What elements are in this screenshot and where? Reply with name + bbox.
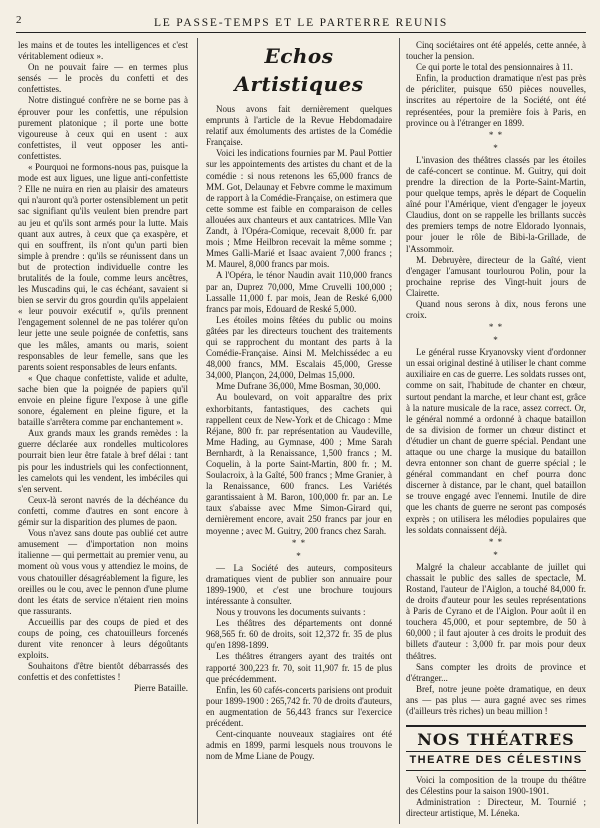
running-head: LE PASSE-TEMPS ET LE PARTERRE REUNIS xyxy=(153,17,449,29)
paragraph: Ceux-là seront navrés de la déchéance du confetti, comme d'autres en sont encore à gémir sur la disparition des plumes de paon. xyxy=(18,494,188,528)
paragraph: Le général russe Kryanovsky vient d'ordonner un essai original destiné à utiliser le chant comme auxiliaire en cas de guerre. Les soldats russes ont, comme on sait, l'habitude de chanter en chœur, surtout pendant la marche, et leur chant est, grâce à la nature musicale de la race, assez correct. Or, le général nommé a ordonné à chaque bataillon de sa division de former un chœur distinct et d'étudier un chant de guerre spécial. Pendant une attaque ou une charge la musique du bataillon devra entonner son chant de guerre spécial ; le général commandant en chef pourra donc discerner à distance, par le chant, quel bataillon se trouve engagé avec l'ennemi. Inutile de dire que les chants de guerre ne seront pas composés exprès ; on utilisera les mélodies populaires que les soldats connaissent déjà. xyxy=(406,347,586,535)
star-separator: * * * xyxy=(488,536,504,560)
paragraph: Les théâtres des départements ont donné 968,565 fr. 60 de droits, soit 12,372 fr. 35 de plus qu'en 1898-1899. xyxy=(206,618,392,651)
page-number: 2 xyxy=(16,14,22,26)
paragraph: Accueillis par des coups de pied et des coups de poing, ces chatouilleurs forcenés durent vite renoncer à leurs dégoûtants exploits. xyxy=(18,616,188,661)
paragraph: Aux grands maux les grands remèdes : la guerre déclarée aux rondelles multicolores pourrait bien leur être fatale à bref délai : tant pis pour les industriels qui les confectionnent, les camelots qui les vendent, les imbéciles qui s'en servent. xyxy=(18,428,188,494)
paragraph: — La Société des auteurs, compositeurs dramatiques vient de publier son annuaire pour 1899-1900, et c'est une brochure toujours intéressante à consulter. xyxy=(206,562,392,606)
paragraph: Voici la composition de la troupe du théâtre des Célestins pour la saison 1900-1901. xyxy=(406,775,586,797)
column-left xyxy=(18,40,188,822)
section-subtitle-celestins: THEATRE DES CÉLESTINS xyxy=(406,751,586,768)
paragraph: Voici les indications fournies par M. Paul Pottier sur les appointements des artistes du chant et de la comédie : si nous retenons les 65,000 francs de MM. Got, Delaunay et Febvre comme le maximum de rapport à la Comédie-Française, on estimera que cette somme est faible en comparaison de celles allouées aux chanteurs et aux cantatrices. Mlle Van Zandt, à l'Opéra-Comique, recevait 8,000 fr. par mois ; Mme Heilbron recevait la même somme ; Mmes Galli-Marié et Isaac avaient 7,000 francs ; M. Maurel, 8,000 francs par mois. xyxy=(206,148,392,270)
star-separator: * * * xyxy=(488,129,504,153)
paragraph: Nous avons fait dernièrement quelques emprunts à l'article de la Revue Hebdomadaire relatif aux émoluments des artistes de la Comédie Française. xyxy=(206,104,392,148)
paragraph: Administration : Directeur, M. Tournié ; directeur artistique, M. Léneka. xyxy=(406,797,586,819)
paragraph: Nous y trouvons les documents suivants : xyxy=(216,607,366,618)
paragraph: Ce qui porte le total des pensionnaires à 11. xyxy=(416,62,573,73)
paragraph: Notre distingué confrère ne se borne pas à éprouver pour les confettis, une répulsion purement platonique ; il porte une botte vigoureuse à ceux qui en usent : aux confettistes, il veut opposer les anti-confettistes. xyxy=(18,95,188,161)
column-middle xyxy=(206,40,392,822)
paragraph: On ne pouvait faire — en termes plus sensés — le procès du confetti et des confettistes. xyxy=(18,62,188,95)
paragraph: Les étoiles moins fêtées du public ou moins gâtées par les directeurs touchent des traitements qui se rapprochent du montant des parts à la Comédie-Française. Ainsi M. Melchissédec a eu 48,000 francs, MM. Escalais 45,000, Gresse 34,000, Plançon, 24,000, Delmas 15,000. xyxy=(206,314,392,381)
paragraph: Sans compter les droits de province et d'étranger... xyxy=(406,661,586,683)
column-right xyxy=(406,40,586,822)
paragraph: « Que chaque confettiste, valide et adulte, sache bien que la poignée de papiers qu'il envoie en pleine figure l'expose à une gifle sonore, également en pleine figure, et la bataille s'arrêtera comme par enchantement ». xyxy=(18,372,188,428)
paragraph: Malgré la chaleur accablante de juillet qui chassait le public des salles de spectacle, M. Rostand, l'auteur de l'Aiglon, a touché 84,000 fr. de droits d'auteur pour les seules représentations à Paris de Cyrano et de l'Aiglon. Pour août il en touchera 45,000, et pour septembre, de 50 à 60,000 ; il faut ajouter à ces droits le produit des billets d'auteur : 3,000 fr. par mois pour deux théâtres. xyxy=(406,561,586,661)
section-box-theatres xyxy=(406,725,586,771)
column-divider xyxy=(197,38,198,824)
paragraph: Les théâtres étrangers ayant des traités ont rapporté 300,223 fr. 70, soit 11,907 fr. 15 de plus que précédemment. xyxy=(206,651,392,684)
page-header xyxy=(16,14,586,33)
paragraph: M. Debruyère, directeur de la Gaîté, vient d'engager l'amusant tourlourou Polin, pour la prochaine reprise des Vingt-huit jours de Clairette. xyxy=(406,254,586,298)
paragraph: « Pourquoi ne formons-nous pas, puisque la mode est aux ligues, une ligue anti-confettiste ? Elle ne nuira en rien au plaisir des amateurs qui n'auront qu'à porter ostensiblement un petit sac signifiant qu'ils veulent bien prendre part au jeu et qu'ils sont armés pour la lutte. Mais quant aux autres, à ceux que ça exaspère, et qui en souffrent, ils n'ont qu'un parti bien simple à prendre : qu'ils se réunissent dans un but de protection individuelle contre les brutalités de la foule, comme leurs ancêtres, les Muscadins qui, le cas échéant, savaient si bien se servir du gros gourdin qu'ils appelaient « leur pouvoir exécutif », qu'ils prennent l'engagement solennel de ne pas tolérer qu'on leur jette une seule poignée de confettis, sans que les mâles, amants ou maris, soient responsables de leur femelle, sans que les parents soient responsables de leurs enfants. xyxy=(18,162,188,372)
paragraph: Enfin, les 60 cafés-concerts parisiens ont produit pour 1899-1900 : 265,742 fr. 70 de droits d'auteurs, en augmentation de 56,443 francs sur l'exercice précédent. xyxy=(206,684,392,728)
paragraph: L'invasion des théâtres classés par les étoiles de café-concert se continue. M. Guitry, qui doit prendre la direction de la Porte-Saint-Martin, pour quelque temps, après le départ de Coquelin aîné pour l'Amérique, vient d'engager le joyeux Claudius, dont on se rappelle les brillants succès des premiers temps de notre Eldorado lyonnais, pour jouer le rôle de Bibi-la-Grillade, de l'Assommoir. xyxy=(406,154,586,254)
section-title-theatres: NOS THÉATRES xyxy=(417,730,575,750)
paragraph: les mains et de toutes les intelligences et c'est véritablement odieux ». xyxy=(18,40,188,62)
star-separator: * * * xyxy=(291,537,307,561)
column-divider xyxy=(399,38,400,824)
paragraph: Cinq sociétaires ont été appelés, cette année, à toucher la pension. xyxy=(406,40,586,62)
paragraph: Vous n'avez sans doute pas oublié cet autre amusement — d'importation non moins italienne — qui permettait au premier venu, au moment où vous vous y attendiez le moins, de vous chatouiller désagréablement la figure, les oreilles ou le cou, avec le pennon d'une plume dont les états de service n'étaient rien moins que rassurants. xyxy=(18,528,188,616)
paragraph: Quand nous serons à dix, nous ferons une croix. xyxy=(406,298,586,321)
author-signature: Pierre Bataille. xyxy=(134,683,188,694)
paragraph: Cent-cinquante nouveaux stagiaires ont été admis en 1899, parmi lesquels nous trouvons le nom de Mme Liane de Pougy. xyxy=(206,729,392,762)
paragraph: A l'Opéra, le ténor Naudin avait 110,000 francs par an, Duprez 70,000, Mme Cruvelli 100,000 ; Lassalle 11,000 f. par mois, Jean de Reské 6,000 francs par mois, Edouard de Reské 5,000. xyxy=(206,270,392,314)
paragraph: Bref, notre jeune poète dramatique, en deux ans — pas plus — aura gagné avec ses rimes (d'ailleurs très riches) un beau million ! xyxy=(406,683,586,716)
section-title-echos: Echos Artistiques xyxy=(234,44,364,96)
paragraph: Mme Dufrane 36,000, Mme Bosman, 30,000. xyxy=(216,381,381,392)
star-separator: * * * xyxy=(488,322,504,346)
paragraph: Au boulevard, on voit apparaître des prix exhorbitants, fantastiques, des cachets qui rappellent ceux de New-York et de Chicago : Mme Réjane, 800 fr. par représentation au Vaudeville, Mme Hading, au Gymnase, 400 ; Mme Sarah Bernhardt, à la Renaissance, 1,500 francs ; M. Coquelin, à la porte Saint-Martin, 800 fr. ; M. Soulacroix, à la Gaîté, 500 francs ; Mme Granier, à la Renaissance, 600 francs. Les Variétés garantissaient à M. Baron, 100,000 fr. par an. Le taux s'abaisse avec Mme Simon-Girard qui, dernièrement encore, avait 250 francs par jour en moyenne ; avec M. Guitry, 200 francs chez Sarah. xyxy=(206,392,392,536)
paragraph: Souhaitons d'être bientôt débarrassés des confettis et des confettistes ! xyxy=(18,661,188,683)
paragraph: Enfin, la production dramatique n'est pas près de péricliter, puisque 650 pièces nouvelles, inscrites au répertoire de la Société, ont été représentées, pour la première fois à Paris, en province ou à l'étranger en 1899. xyxy=(406,73,586,128)
